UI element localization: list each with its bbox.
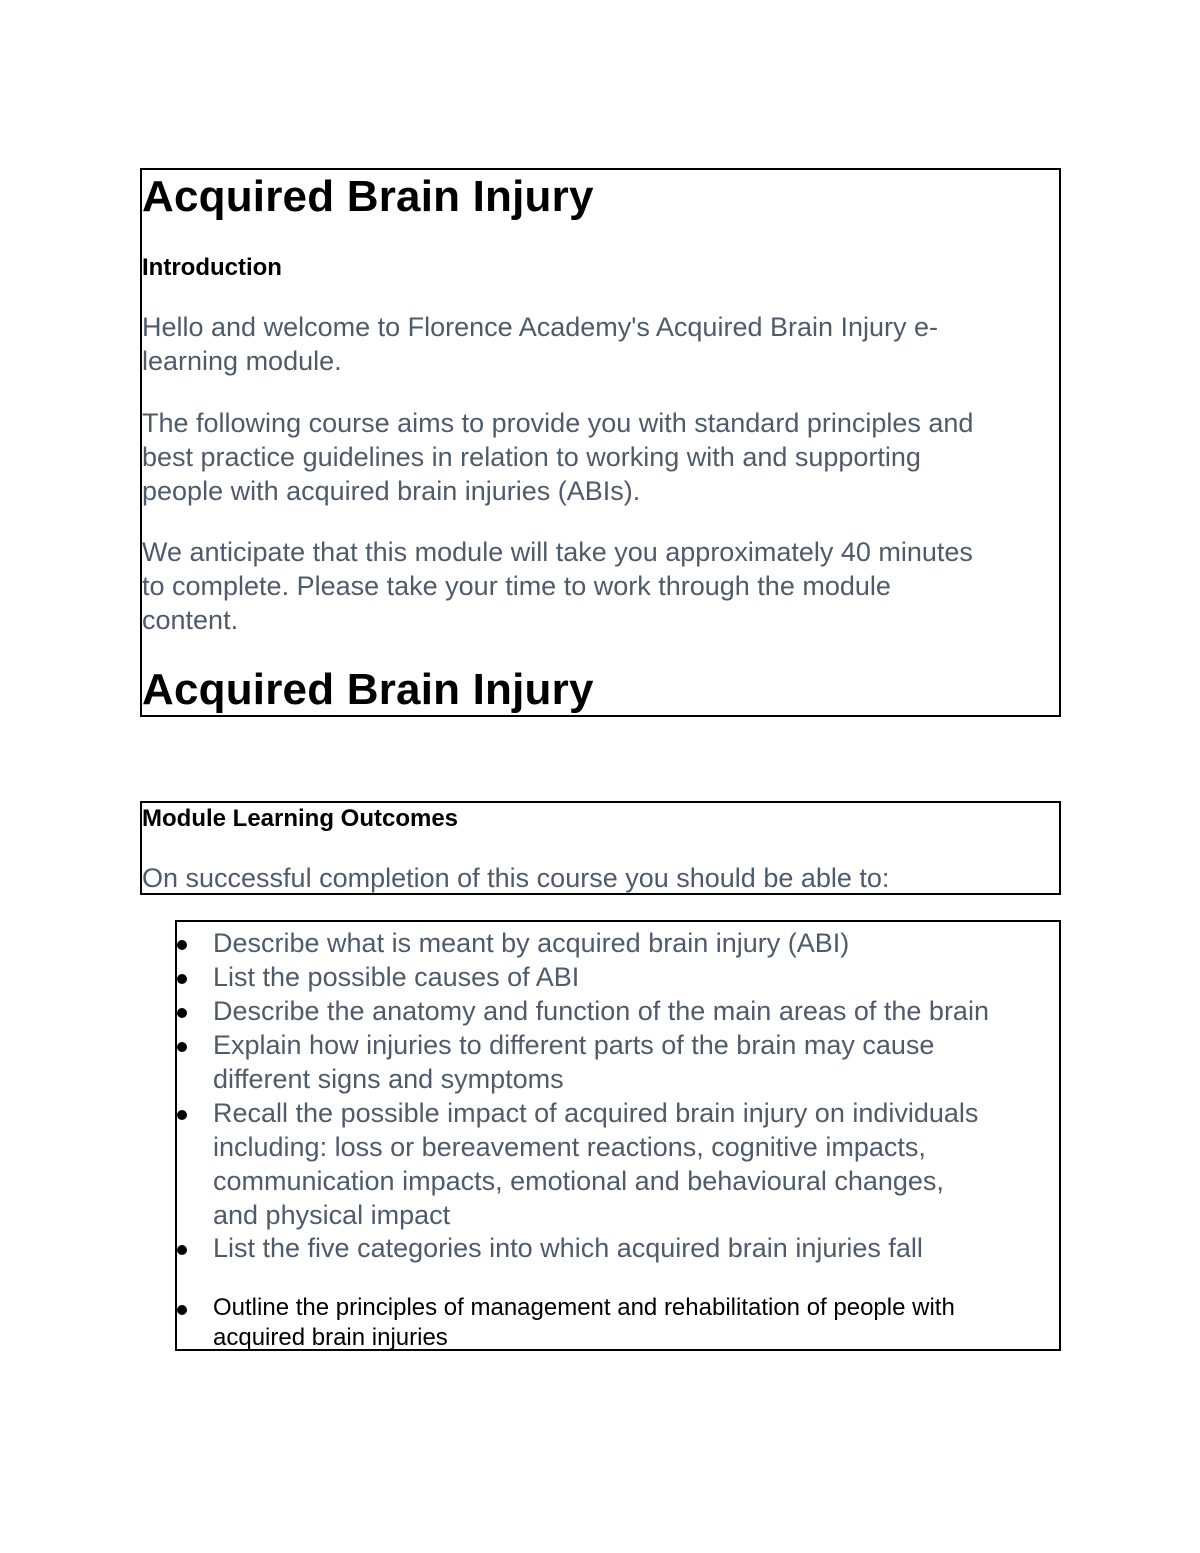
list-item-line: including: loss or bereavement reactions, cognitive impacts, bbox=[213, 1132, 926, 1162]
list-item-line: Outline the principles of management and rehabilitation of people with bbox=[213, 1294, 955, 1321]
bullet-icon bbox=[177, 1245, 187, 1255]
list-item-line: Describe what is meant by acquired brain injury (ABI) bbox=[213, 928, 850, 958]
list-item-line: Recall the possible impact of acquired brain injury on individuals bbox=[213, 1098, 979, 1128]
list-item-text bbox=[213, 1028, 934, 1096]
paragraph-line: to complete. Please take your time to work through the module bbox=[142, 571, 891, 601]
list-item-text bbox=[213, 994, 989, 1028]
bullet-icon bbox=[177, 1110, 187, 1120]
paragraph-line: best practice guidelines in relation to working with and supporting bbox=[142, 442, 921, 472]
list-item-line: and physical impact bbox=[213, 1200, 451, 1230]
bullet-icon bbox=[177, 1305, 187, 1315]
repeated-title: Acquired Brain Injury bbox=[142, 665, 594, 714]
outcomes-intro: On successful completion of this course you should be able to: bbox=[142, 863, 890, 893]
list-item-line: List the possible causes of ABI bbox=[213, 962, 580, 992]
list-item-line: different signs and symptoms bbox=[213, 1064, 564, 1094]
introduction-heading: Introduction bbox=[142, 254, 282, 281]
bullet-icon bbox=[177, 974, 187, 984]
paragraph-line: learning module. bbox=[142, 346, 342, 376]
paragraph-line: content. bbox=[142, 605, 239, 635]
list-item-text bbox=[213, 1231, 923, 1265]
list-item-text bbox=[213, 926, 849, 960]
paragraph-line: We anticipate that this module will take you approximately 40 minutes bbox=[142, 537, 973, 567]
list-item-line: Explain how injuries to different parts of the brain may cause bbox=[213, 1030, 935, 1060]
list-item-line: acquired brain injuries bbox=[213, 1324, 448, 1351]
bullet-icon bbox=[177, 1008, 187, 1018]
list-item-line: List the five categories into which acquired brain injuries fall bbox=[213, 1233, 923, 1263]
introduction-section bbox=[140, 168, 1061, 717]
outcomes-heading: Module Learning Outcomes bbox=[142, 805, 459, 832]
list-item-line: communication impacts, emotional and behavioural changes, bbox=[213, 1166, 944, 1196]
paragraph-line: The following course aims to provide you with standard principles and bbox=[142, 408, 974, 438]
list-item-text bbox=[213, 1096, 978, 1232]
paragraph-line: people with acquired brain injuries (ABIs). bbox=[142, 476, 641, 506]
bullet-icon bbox=[177, 1042, 187, 1052]
bullet-icon bbox=[177, 940, 187, 950]
duration-paragraph bbox=[142, 535, 973, 637]
list-item-line: Describe the anatomy and function of the main areas of the brain bbox=[213, 996, 989, 1026]
outcomes-list bbox=[175, 920, 1061, 1351]
paragraph-line: Hello and welcome to Florence Academy's Acquired Brain Injury e- bbox=[142, 312, 939, 342]
course-aims-paragraph bbox=[142, 406, 973, 508]
welcome-paragraph bbox=[142, 310, 938, 378]
page-title: Acquired Brain Injury bbox=[142, 172, 594, 221]
list-item-text bbox=[213, 960, 579, 994]
outcomes-section bbox=[140, 801, 1061, 895]
list-item-text bbox=[213, 1293, 955, 1351]
